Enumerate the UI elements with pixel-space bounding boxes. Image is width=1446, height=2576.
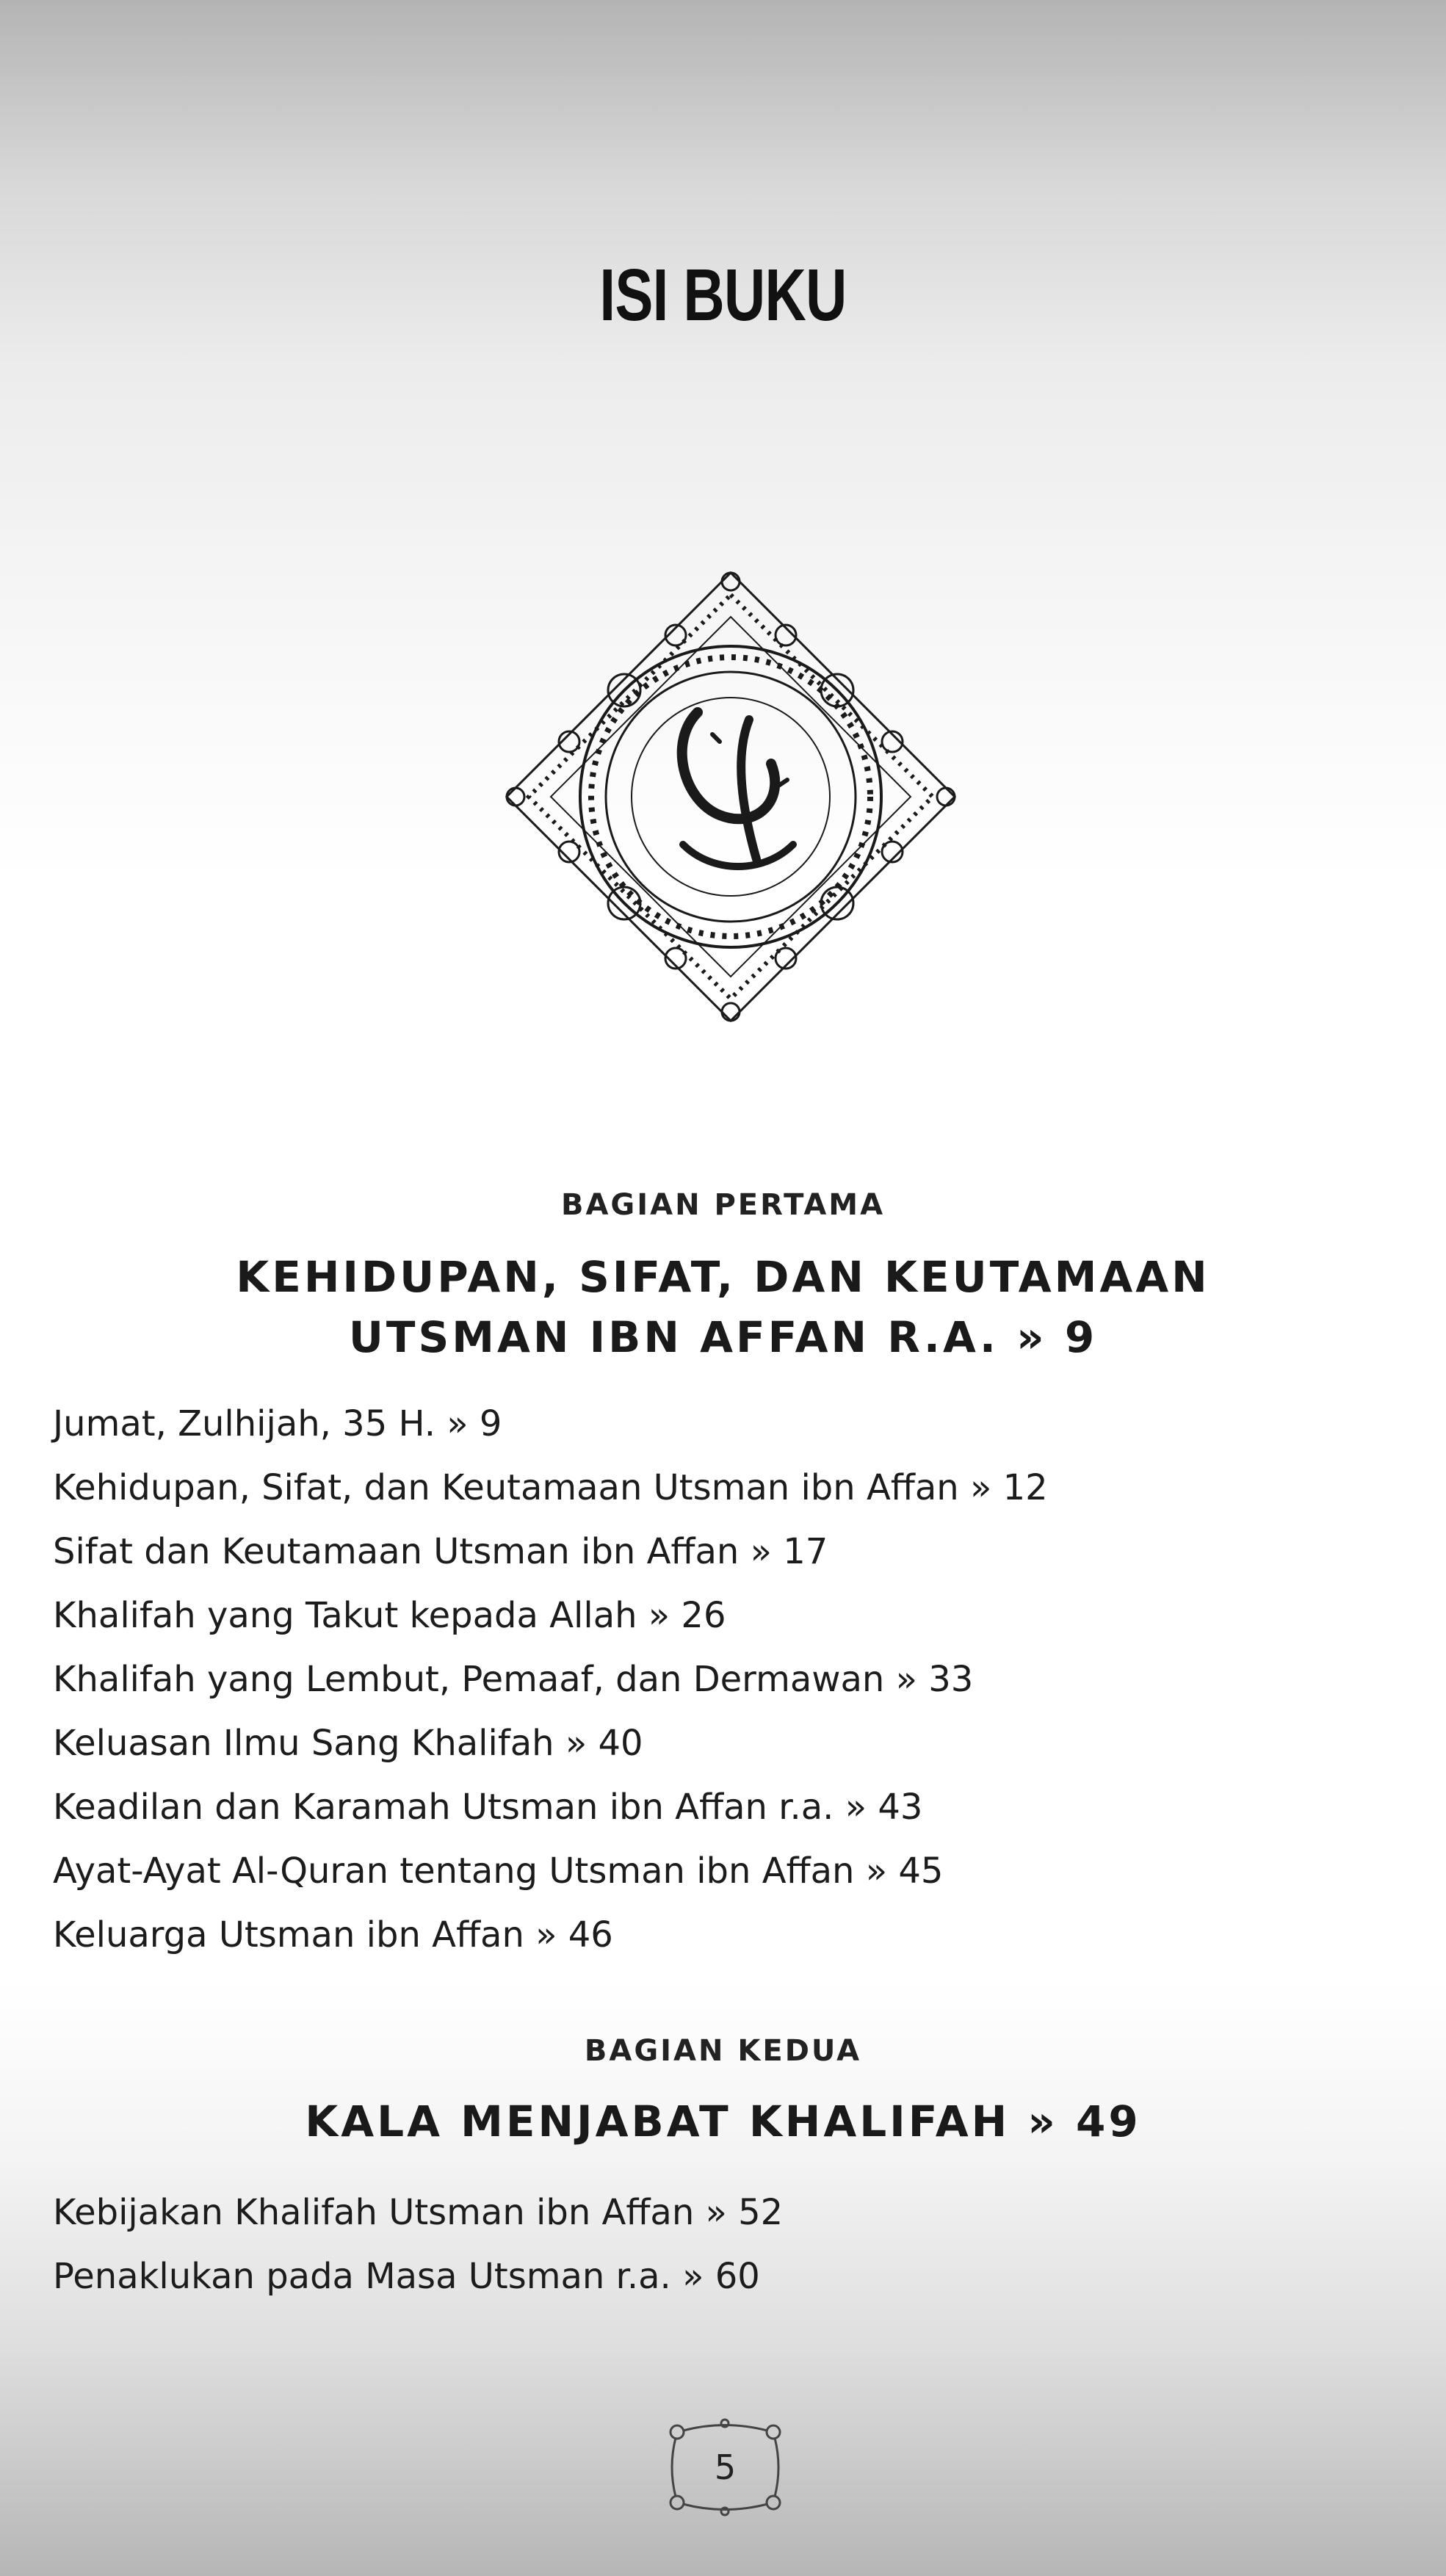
toc-item[interactable]: Kehidupan, Sifat, dan Keutamaan Utsman ibn Affan » 12 bbox=[53, 1467, 1048, 1508]
toc-item[interactable]: Jumat, Zulhijah, 35 H. » 9 bbox=[53, 1403, 502, 1444]
toc-item[interactable]: Kebijakan Khalifah Utsman ibn Affan » 52 bbox=[53, 2192, 784, 2233]
part1-toc-list bbox=[53, 1392, 1397, 1967]
arabic-calligraphy-emblem-icon bbox=[499, 565, 962, 1028]
toc-item[interactable]: Keluasan Ilmu Sang Khalifah » 40 bbox=[53, 1723, 643, 1764]
toc-item[interactable]: Khalifah yang Lembut, Pemaaf, dan Dermawan » 33 bbox=[53, 1659, 974, 1700]
part2-toc-list bbox=[53, 2181, 1397, 2309]
part1-title-line2: UTSMAN IBN AFFAN R.A. » 9 bbox=[348, 1312, 1098, 1362]
part1-label: BAGIAN PERTAMA bbox=[560, 1188, 886, 1222]
toc-item[interactable]: Penaklukan pada Masa Utsman r.a. » 60 bbox=[53, 2256, 760, 2297]
page-number: 5 bbox=[714, 2447, 737, 2487]
part2-title: KALA MENJABAT KHALIFAH » 49 bbox=[305, 2096, 1141, 2146]
toc-item[interactable]: Khalifah yang Takut kepada Allah » 26 bbox=[53, 1595, 726, 1636]
toc-item[interactable]: Keluarga Utsman ibn Affan » 46 bbox=[53, 1914, 613, 1955]
page-title: ISI BUKU bbox=[599, 254, 847, 336]
part1-title-line1: KEHIDUPAN, SIFAT, DAN KEUTAMAAN bbox=[236, 1252, 1210, 1302]
toc-item[interactable]: Sifat dan Keutamaan Utsman ibn Affan » 17 bbox=[53, 1531, 828, 1572]
part2-label: BAGIAN KEDUA bbox=[584, 2034, 862, 2068]
toc-item[interactable]: Keadilan dan Karamah Utsman ibn Affan r.a. » 43 bbox=[53, 1787, 923, 1828]
toc-item[interactable]: Ayat-Ayat Al-Quran tentang Utsman ibn Affan » 45 bbox=[53, 1850, 944, 1892]
